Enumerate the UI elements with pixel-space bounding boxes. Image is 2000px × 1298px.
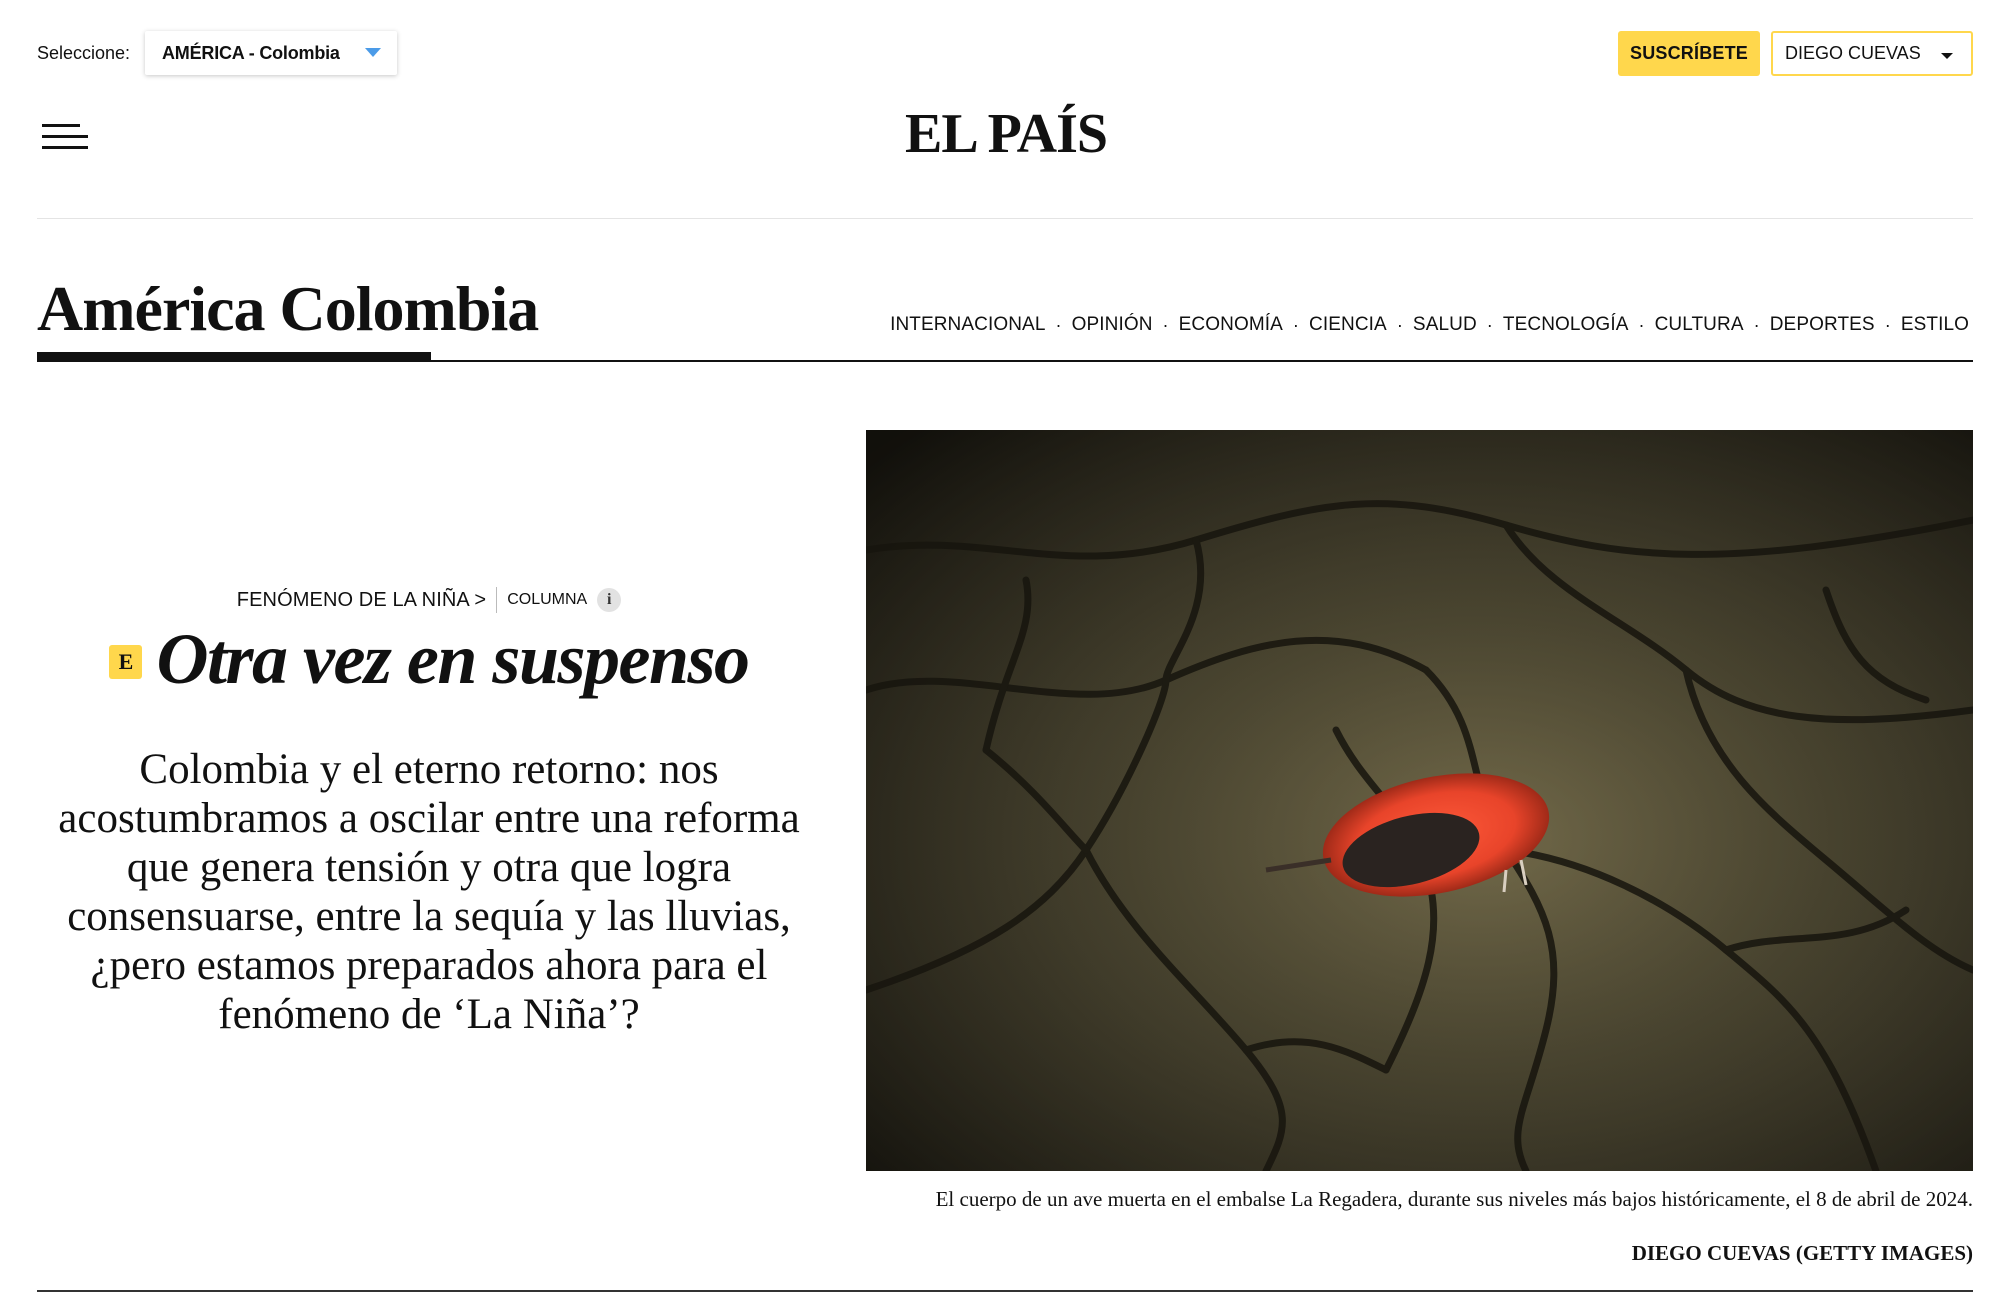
section-nav	[890, 314, 1969, 336]
el-pais-badge-icon: E	[109, 645, 142, 679]
user-menu[interactable]	[1771, 31, 1973, 76]
headline-row	[0, 618, 858, 701]
nav-separator: ·	[1753, 314, 1760, 335]
nav-separator: ·	[1486, 314, 1493, 335]
topic-link[interactable]: FENÓMENO DE LA NIÑA >	[236, 588, 487, 611]
site-logo[interactable]: EL PAÍS	[904, 103, 1108, 165]
section-title-underline	[37, 352, 431, 360]
article-kicker	[0, 587, 858, 613]
nav-separator: ·	[1638, 314, 1645, 335]
region-select[interactable]	[145, 31, 397, 75]
nav-separator: ·	[1055, 314, 1062, 335]
nav-separator: ·	[1292, 314, 1300, 335]
region-selected-value: AMÉRICA - Colombia	[162, 42, 340, 63]
article-lede: Colombia y el eterno retorno: nos acostumbramos a oscilar entre una reforma que genera tensión y otra que logra consensuarse, entre la sequía y las lluvias, ¿pero estamos preparados ahora para el fenómeno de ‘La Niña’?	[58, 746, 800, 1038]
article-type-label: COLUMNA	[507, 591, 588, 608]
nav-item-ciencia[interactable]: CIENCIA	[1309, 314, 1387, 335]
nav-item-economia[interactable]: ECONOMÍA	[1178, 314, 1283, 335]
user-name: DIEGO CUEVAS	[1785, 43, 1921, 63]
nav-item-opinion[interactable]: OPINIÓN	[1071, 314, 1153, 335]
cracked-earth-illustration	[866, 430, 1973, 1171]
region-label: Seleccione:	[37, 43, 131, 63]
article-headline[interactable]: Otra vez en suspenso	[156, 619, 749, 699]
section-divider	[37, 360, 1973, 362]
nav-item-deportes[interactable]: DEPORTES	[1769, 314, 1875, 335]
header-divider	[37, 218, 1973, 219]
photo-credit: DIEGO CUEVAS (GETTY IMAGES)	[1631, 1241, 1973, 1265]
article-photo[interactable]	[866, 430, 1973, 1171]
top-bar	[37, 31, 1973, 77]
bottom-divider	[37, 1290, 1973, 1292]
nav-separator: ·	[1162, 314, 1169, 335]
nav-item-salud[interactable]: SALUD	[1412, 314, 1477, 335]
nav-item-estilo[interactable]: ESTILO	[1900, 314, 1969, 335]
subscribe-button[interactable]: SUSCRÍBETE	[1618, 31, 1760, 76]
section-title[interactable]: América Colombia	[37, 273, 539, 344]
info-icon[interactable]: i	[597, 588, 621, 612]
kicker-separator	[496, 587, 497, 613]
photo-caption: El cuerpo de un ave muerta en el embalse La Regadera, durante sus niveles más bajos históricamente, el 8 de abril de 2024.	[935, 1187, 1973, 1211]
nav-separator: ·	[1396, 314, 1403, 335]
nav-item-cultura[interactable]: CULTURA	[1654, 314, 1744, 335]
nav-separator: ·	[1884, 314, 1891, 335]
nav-item-internacional[interactable]: INTERNACIONAL	[890, 314, 1046, 335]
chevron-down-icon	[365, 48, 381, 57]
nav-item-tecnologia[interactable]: TECNOLOGÍA	[1502, 314, 1629, 335]
caret-down-icon	[1941, 53, 1953, 59]
